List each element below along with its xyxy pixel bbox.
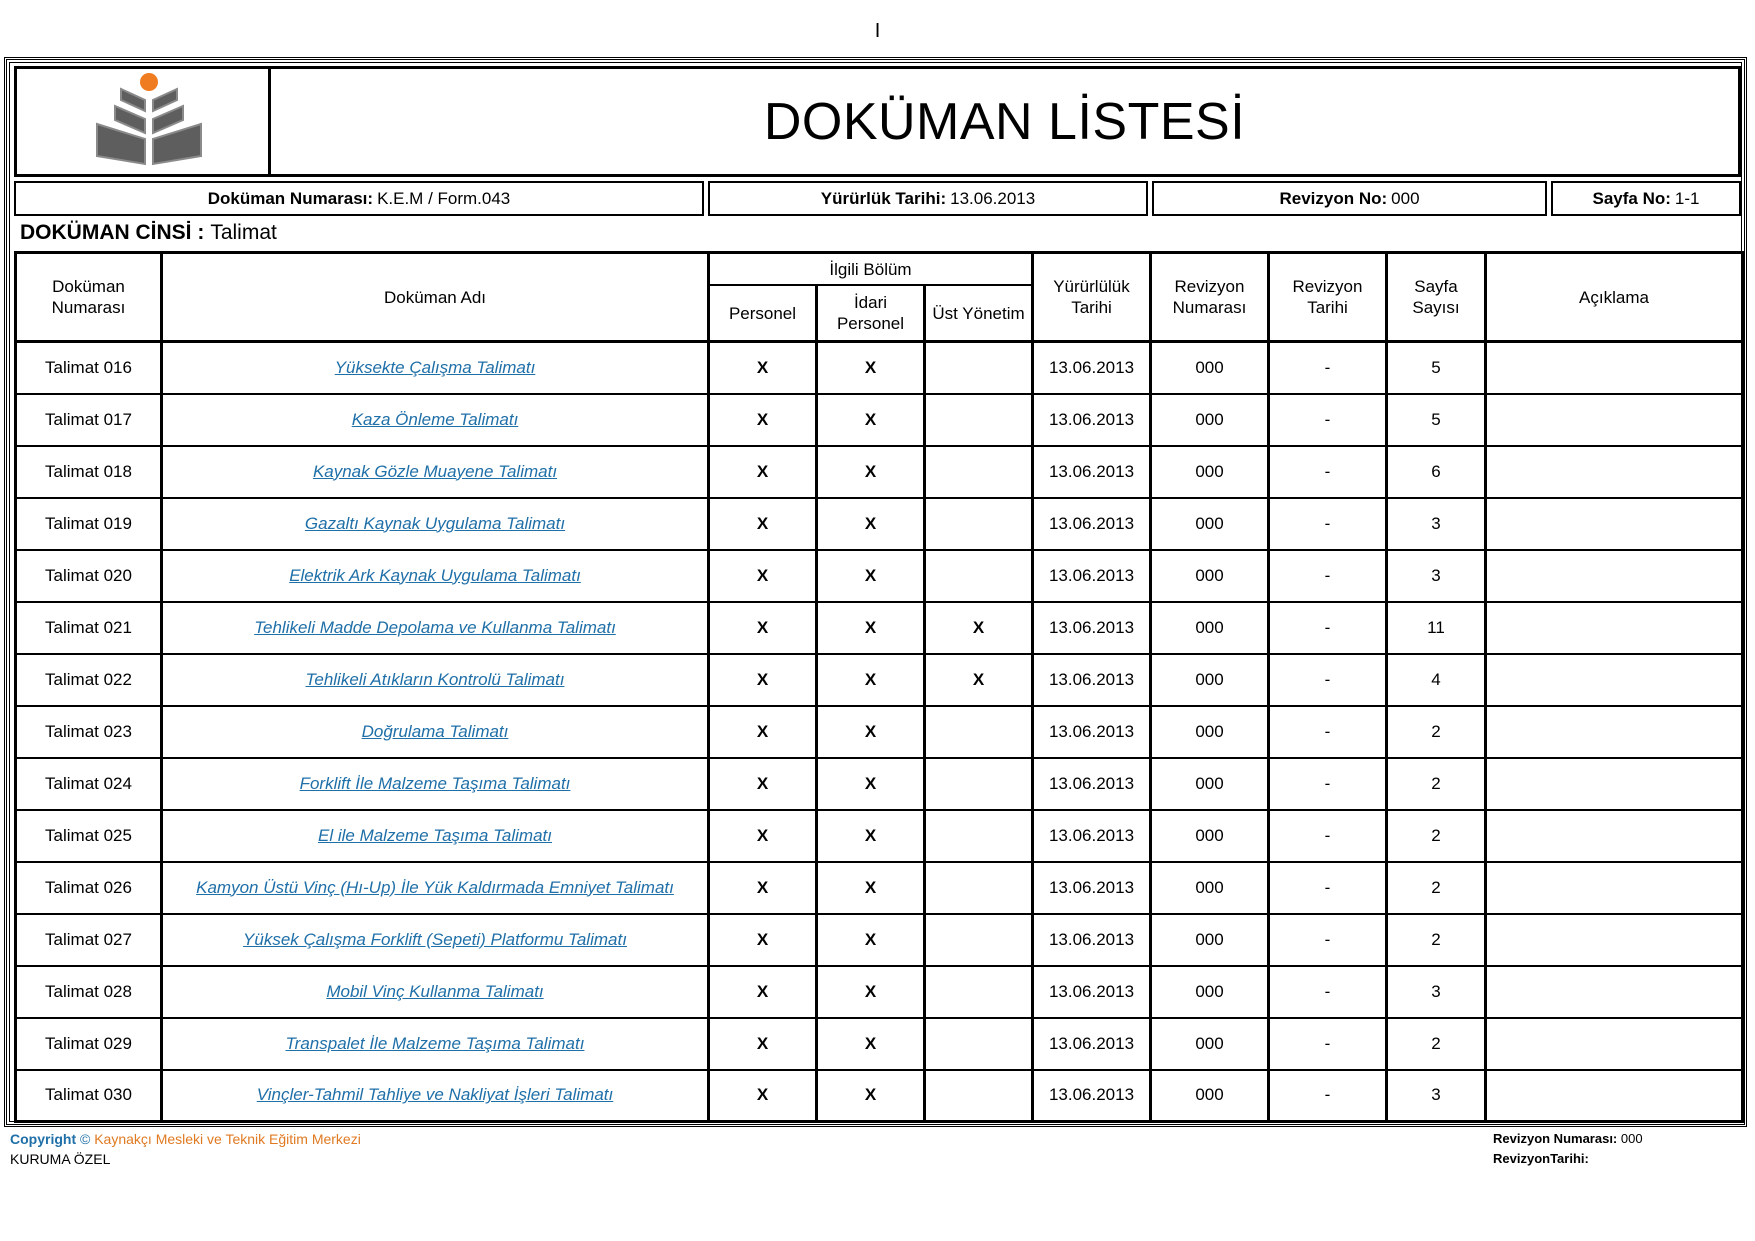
classification-label: KURUMA ÖZEL — [10, 1151, 111, 1167]
doc-number-label: Doküman Numarası: — [207, 188, 374, 208]
cell-doc-number: Talimat 026 — [16, 862, 162, 914]
cell-description — [1486, 498, 1743, 550]
table-row — [16, 342, 1743, 394]
cell-effective-date: 13.06.2013 — [1033, 602, 1151, 654]
cell-admin-personnel: X — [817, 498, 925, 550]
cell-doc-number: Talimat 021 — [16, 602, 162, 654]
cell-personnel: X — [709, 1070, 817, 1122]
cell-doc-number: Talimat 029 — [16, 1018, 162, 1070]
footer-revision-number-label: Revizyon Numarası: — [1493, 1131, 1618, 1146]
cell-revision-number: 000 — [1151, 862, 1269, 914]
cell-top-management — [925, 966, 1033, 1018]
col-header-doc-number: Doküman Numarası — [16, 253, 162, 342]
table-row — [16, 394, 1743, 446]
cell-page-count: 11 — [1387, 602, 1486, 654]
cell-doc-name — [162, 706, 709, 758]
cell-admin-personnel: X — [817, 758, 925, 810]
organization-name: Kaynakçı Mesleki ve Teknik Eğitim Merkezi — [94, 1131, 361, 1147]
cell-personnel: X — [709, 758, 817, 810]
cell-admin-personnel: X — [817, 1018, 925, 1070]
doc-link[interactable]: Kaynak Gözle Muayene Talimatı — [312, 461, 558, 481]
cell-admin-personnel: X — [817, 706, 925, 758]
table-row — [16, 550, 1743, 602]
cell-revision-date: - — [1269, 1018, 1387, 1070]
table-row — [16, 758, 1743, 810]
cell-page-count: 2 — [1387, 1018, 1486, 1070]
cell-personnel: X — [709, 498, 817, 550]
cell-doc-name — [162, 1018, 709, 1070]
cell-admin-personnel: X — [817, 1070, 925, 1122]
revision-label: Revizyon No: — [1279, 188, 1388, 208]
cell-top-management — [925, 550, 1033, 602]
cell-personnel: X — [709, 862, 817, 914]
cell-page-count: 3 — [1387, 550, 1486, 602]
cell-revision-number: 000 — [1151, 706, 1269, 758]
doc-link[interactable]: Kaza Önleme Talimatı — [351, 409, 519, 429]
footer-right — [1493, 1129, 1643, 1169]
table-row — [16, 1070, 1743, 1122]
cell-doc-number: Talimat 016 — [16, 342, 162, 394]
cell-revision-number: 000 — [1151, 342, 1269, 394]
cell-top-management — [925, 862, 1033, 914]
effective-date-value: 13.06.2013 — [950, 188, 1036, 208]
cell-top-management — [925, 446, 1033, 498]
cell-effective-date: 13.06.2013 — [1033, 654, 1151, 706]
cell-top-management — [925, 914, 1033, 966]
col-header-top-management: Üst Yönetim — [925, 285, 1033, 342]
table-row — [16, 446, 1743, 498]
cell-revision-date: - — [1269, 914, 1387, 966]
cell-revision-date: - — [1269, 394, 1387, 446]
cell-personnel: X — [709, 1018, 817, 1070]
cell-revision-date: - — [1269, 966, 1387, 1018]
cell-doc-name — [162, 862, 709, 914]
page-title: DOKÜMAN LİSTESİ — [763, 92, 1246, 151]
cell-page-count: 5 — [1387, 342, 1486, 394]
doc-type-line — [20, 221, 277, 245]
cell-personnel: X — [709, 914, 817, 966]
cell-description — [1486, 914, 1743, 966]
cell-doc-number: Talimat 018 — [16, 446, 162, 498]
cell-personnel: X — [709, 706, 817, 758]
table-row — [16, 706, 1743, 758]
cell-top-management — [925, 1070, 1033, 1122]
cell-doc-number: Talimat 017 — [16, 394, 162, 446]
cell-top-management — [925, 1018, 1033, 1070]
cell-description — [1486, 342, 1743, 394]
cell-page-count: 2 — [1387, 810, 1486, 862]
table-row — [16, 498, 1743, 550]
cell-doc-name — [162, 394, 709, 446]
document-meta-bar — [14, 181, 1741, 216]
doc-link[interactable]: Elektrik Ark Kaynak Uygulama Talimatı — [289, 565, 581, 585]
cell-top-management: X — [925, 602, 1033, 654]
doc-type-label: DOKÜMAN CİNSİ : — [20, 221, 205, 244]
cell-effective-date: 13.06.2013 — [1033, 394, 1151, 446]
cell-page-count: 3 — [1387, 1070, 1486, 1122]
footer-revision-number — [1493, 1129, 1643, 1149]
cell-description — [1486, 862, 1743, 914]
institution-logo-icon — [17, 69, 268, 174]
doc-link[interactable]: Transpalet İle Malzeme Taşıma Talimatı — [285, 1033, 585, 1053]
cell-description — [1486, 706, 1743, 758]
cell-effective-date: 13.06.2013 — [1033, 810, 1151, 862]
cell-top-management — [925, 810, 1033, 862]
page-number-cell — [1551, 181, 1741, 216]
effective-date-cell — [708, 181, 1148, 216]
cell-page-count: 3 — [1387, 966, 1486, 1018]
cell-description — [1486, 602, 1743, 654]
footer-revision-number-value: 000 — [1620, 1131, 1643, 1146]
cell-doc-name — [162, 602, 709, 654]
table-row — [16, 1018, 1743, 1070]
cell-revision-date: - — [1269, 1070, 1387, 1122]
cell-doc-number: Talimat 030 — [16, 1070, 162, 1122]
cell-admin-personnel: X — [817, 394, 925, 446]
table-row — [16, 810, 1743, 862]
cell-doc-name — [162, 550, 709, 602]
cell-doc-name — [162, 914, 709, 966]
cell-revision-date: - — [1269, 446, 1387, 498]
document-header — [14, 66, 1741, 177]
cell-revision-number: 000 — [1151, 966, 1269, 1018]
cell-effective-date: 13.06.2013 — [1033, 550, 1151, 602]
table-row — [16, 862, 1743, 914]
cell-doc-number: Talimat 025 — [16, 810, 162, 862]
cell-personnel: X — [709, 966, 817, 1018]
col-header-description: Açıklama — [1486, 253, 1743, 342]
logo-cell — [17, 69, 271, 174]
cell-revision-number: 000 — [1151, 446, 1269, 498]
cell-revision-date: - — [1269, 498, 1387, 550]
cell-description — [1486, 446, 1743, 498]
cell-top-management — [925, 758, 1033, 810]
cell-revision-date: - — [1269, 550, 1387, 602]
doc-link[interactable]: Vinçler-Tahmil Tahliye ve Nakliyat İşleri Talimatı — [256, 1085, 614, 1105]
cell-revision-number: 000 — [1151, 550, 1269, 602]
cell-effective-date: 13.06.2013 — [1033, 966, 1151, 1018]
col-header-related-section: İlgili Bölüm — [709, 253, 1033, 286]
copyright-label: Copyright — [10, 1131, 77, 1147]
cell-admin-personnel: X — [817, 342, 925, 394]
cell-effective-date: 13.06.2013 — [1033, 1018, 1151, 1070]
cell-revision-date: - — [1269, 862, 1387, 914]
doc-link[interactable]: Forklift İle Malzeme Taşıma Talimatı — [299, 773, 571, 793]
col-header-personnel: Personel — [709, 285, 817, 342]
cell-doc-name — [162, 498, 709, 550]
cell-revision-date: - — [1269, 342, 1387, 394]
col-header-page-count: Sayfa Sayısı — [1387, 253, 1486, 342]
copyright-symbol: © — [80, 1131, 91, 1147]
cell-doc-name — [162, 654, 709, 706]
cell-effective-date: 13.06.2013 — [1033, 914, 1151, 966]
table-row — [16, 914, 1743, 966]
cell-revision-date: - — [1269, 706, 1387, 758]
doc-link[interactable]: Mobil Vinç Kullanma Talimatı — [326, 981, 544, 1001]
col-header-effective-date: Yürürlülük Tarihi — [1033, 253, 1151, 342]
cell-admin-personnel: X — [817, 862, 925, 914]
doc-type-value: Talimat — [210, 221, 277, 244]
page-marker: I — [874, 20, 881, 42]
cell-effective-date: 13.06.2013 — [1033, 758, 1151, 810]
cell-page-count: 5 — [1387, 394, 1486, 446]
cell-top-management: X — [925, 654, 1033, 706]
cell-top-management — [925, 706, 1033, 758]
cell-description — [1486, 810, 1743, 862]
doc-link[interactable]: Gazaltı Kaynak Uygulama Talimatı — [304, 513, 566, 533]
cell-description — [1486, 1070, 1743, 1122]
cell-doc-name — [162, 1070, 709, 1122]
doc-link[interactable]: El ile Malzeme Taşıma Talimatı — [318, 825, 552, 845]
cell-description — [1486, 1018, 1743, 1070]
cell-page-count: 4 — [1387, 654, 1486, 706]
cell-page-count: 2 — [1387, 758, 1486, 810]
cell-description — [1486, 966, 1743, 1018]
cell-revision-number: 000 — [1151, 498, 1269, 550]
cell-admin-personnel: X — [817, 654, 925, 706]
cell-doc-number: Talimat 027 — [16, 914, 162, 966]
cell-revision-number: 000 — [1151, 758, 1269, 810]
doc-link[interactable]: Yüksekte Çalışma Talimatı — [334, 357, 536, 377]
table-row — [16, 966, 1743, 1018]
cell-personnel: X — [709, 810, 817, 862]
col-header-admin-personnel: İdari Personel — [817, 285, 925, 342]
doc-link[interactable]: Tehlikeli Madde Depolama ve Kullanma Talimatı — [254, 617, 616, 637]
cell-admin-personnel: X — [817, 602, 925, 654]
cell-description — [1486, 758, 1743, 810]
cell-page-count: 2 — [1387, 862, 1486, 914]
doc-link[interactable]: Kamyon Üstü Vinç (Hı-Up) İle Yük Kaldırmada Emniyet Talimatı — [196, 877, 674, 897]
cell-description — [1486, 394, 1743, 446]
col-header-revision-number: Revizyon Numarası — [1151, 253, 1269, 342]
cell-page-count: 3 — [1387, 498, 1486, 550]
doc-link[interactable]: Yüksek Çalışma Forklift (Sepeti) Platformu Talimatı — [243, 929, 627, 949]
cell-revision-date: - — [1269, 810, 1387, 862]
page-number-label: Sayfa No: — [1592, 188, 1671, 208]
cell-admin-personnel: X — [817, 446, 925, 498]
cell-effective-date: 13.06.2013 — [1033, 1070, 1151, 1122]
cell-doc-name — [162, 446, 709, 498]
cell-revision-number: 000 — [1151, 654, 1269, 706]
revision-value: 000 — [1391, 188, 1420, 208]
col-header-doc-name: Doküman Adı — [162, 253, 709, 342]
cell-personnel: X — [709, 342, 817, 394]
doc-number-value: K.E.M / Form.043 — [377, 188, 511, 208]
cell-personnel: X — [709, 654, 817, 706]
cell-revision-date: - — [1269, 602, 1387, 654]
cell-personnel: X — [709, 394, 817, 446]
cell-description — [1486, 550, 1743, 602]
footer-left — [10, 1129, 361, 1169]
cell-revision-number: 000 — [1151, 602, 1269, 654]
cell-doc-number: Talimat 023 — [16, 706, 162, 758]
table-body — [16, 342, 1743, 1122]
cell-top-management — [925, 498, 1033, 550]
cell-page-count: 2 — [1387, 914, 1486, 966]
cell-doc-name — [162, 342, 709, 394]
cell-doc-name — [162, 810, 709, 862]
cell-personnel: X — [709, 602, 817, 654]
page-number-value: 1-1 — [1674, 188, 1700, 208]
cell-page-count: 2 — [1387, 706, 1486, 758]
table-row — [16, 602, 1743, 654]
footer-revision-date — [1493, 1149, 1643, 1169]
doc-link[interactable]: Doğrulama Talimatı — [361, 721, 509, 741]
cell-doc-name — [162, 758, 709, 810]
cell-personnel: X — [709, 550, 817, 602]
footer-revision-date-label: RevizyonTarihi: — [1493, 1151, 1589, 1166]
revision-cell — [1152, 181, 1547, 216]
cell-effective-date: 13.06.2013 — [1033, 862, 1151, 914]
cell-doc-number: Talimat 020 — [16, 550, 162, 602]
document-table — [14, 251, 1744, 1123]
cell-doc-number: Talimat 024 — [16, 758, 162, 810]
cell-top-management — [925, 394, 1033, 446]
cell-revision-number: 000 — [1151, 1018, 1269, 1070]
cell-doc-number: Talimat 022 — [16, 654, 162, 706]
cell-top-management — [925, 342, 1033, 394]
cell-revision-number: 000 — [1151, 394, 1269, 446]
cell-revision-number: 000 — [1151, 914, 1269, 966]
col-header-revision-date: Revizyon Tarihi — [1269, 253, 1387, 342]
cell-admin-personnel: X — [817, 966, 925, 1018]
cell-doc-number: Talimat 028 — [16, 966, 162, 1018]
cell-revision-date: - — [1269, 758, 1387, 810]
cell-admin-personnel: X — [817, 914, 925, 966]
effective-date-label: Yürürlük Tarihi: — [820, 188, 947, 208]
doc-number-cell — [14, 181, 704, 216]
cell-doc-name — [162, 966, 709, 1018]
cell-admin-personnel: X — [817, 550, 925, 602]
cell-page-count: 6 — [1387, 446, 1486, 498]
copyright-line — [10, 1129, 361, 1149]
cell-effective-date: 13.06.2013 — [1033, 446, 1151, 498]
cell-revision-date: - — [1269, 654, 1387, 706]
cell-effective-date: 13.06.2013 — [1033, 498, 1151, 550]
table-row — [16, 654, 1743, 706]
cell-admin-personnel: X — [817, 810, 925, 862]
cell-description — [1486, 654, 1743, 706]
doc-link[interactable]: Tehlikeli Atıkların Kontrolü Talimatı — [305, 669, 565, 689]
cell-effective-date: 13.06.2013 — [1033, 342, 1151, 394]
cell-revision-number: 000 — [1151, 1070, 1269, 1122]
cell-revision-number: 000 — [1151, 810, 1269, 862]
cell-personnel: X — [709, 446, 817, 498]
cell-effective-date: 13.06.2013 — [1033, 706, 1151, 758]
cell-doc-number: Talimat 019 — [16, 498, 162, 550]
